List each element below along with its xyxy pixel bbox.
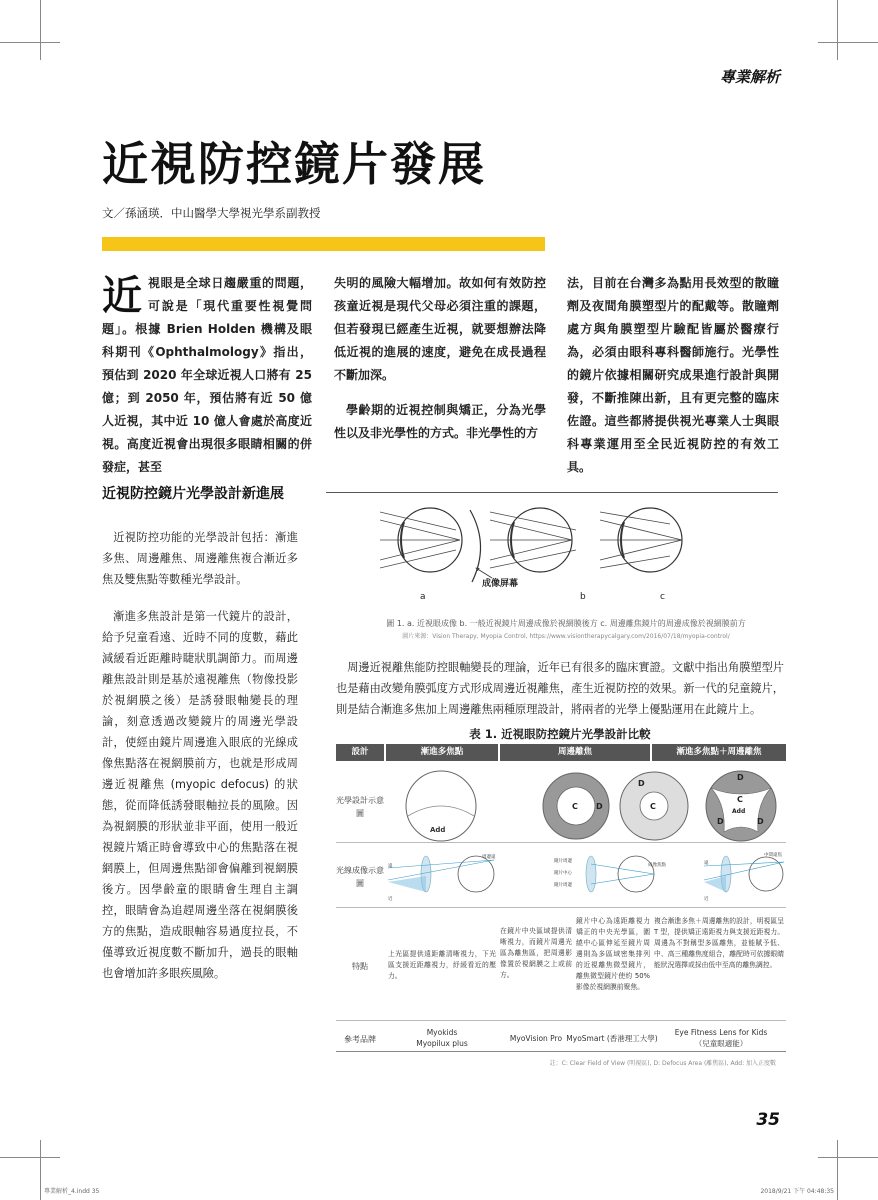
intro-column-3 <box>567 272 779 479</box>
table-divider-1 <box>336 842 786 843</box>
eye-diagram-c <box>600 508 682 572</box>
ray-diagram-combined <box>704 851 784 902</box>
table-caption: 表 1. 近視眼防控鏡片光學設計比較 <box>469 727 651 741</box>
figure-source: 圖片來源：Vision Therapy, Myopia Control, https://www.visiontherapycalgary.com/2016/07/18/myopia-control/ <box>402 633 730 640</box>
label-a: a <box>420 592 426 602</box>
svg-text:遠: 遠 <box>388 864 393 869</box>
row-label-design: 光學設計示意圖 <box>336 796 384 818</box>
svg-text:近: 近 <box>388 897 393 902</box>
feature-progressive: 上光區提供遠距離清晰視力，下光區支援近距離視力，紓緩看近的壓力。 <box>388 950 496 980</box>
table-divider-3 <box>336 1020 786 1021</box>
right-body-text: 周邊近視離焦能防控眼軸變長的理論，近年已有很多的臨床實證。文獻中指出角膜塑型片也是藉由改變角膜弧度方式形成周邊近視離焦，產生近視防控的效果。新一代的兒童鏡片，則是結合漸進多焦加上周邊離焦兩種原理設計，將兩者的光學上優點運用在此鏡片上。 <box>336 661 784 716</box>
svg-text:D: D <box>717 817 724 826</box>
section-heading: 近視防控鏡片光學設計新進展 <box>102 486 284 502</box>
svg-text:C: C <box>650 802 656 811</box>
page-number: 35 <box>756 1110 780 1130</box>
svg-text:Add: Add <box>732 808 746 815</box>
svg-text:C: C <box>572 802 578 811</box>
intro-column-1 <box>102 272 312 479</box>
svg-text:成像焦點: 成像焦點 <box>648 863 666 868</box>
left-paragraph-1: 近視防控功能的光學設計包括：漸進多焦、周邊離焦、周邊離焦複合漸近多焦及雙焦點等數種光學設計。 <box>102 531 298 586</box>
intro-column-2 <box>334 272 546 453</box>
table-header-progressive: 漸進多焦點 <box>386 744 498 761</box>
brand-myosmart: MyoSmart (香港理工大學) <box>566 1034 658 1043</box>
drop-cap: 近 <box>102 273 142 319</box>
feature-peripheral-2: 鏡片中心為遠距離視力矯正的中央光學區，圍繞中心區伸延至鏡片周邊則為多區域密集排列的近視離焦微型鏡片，離焦微型鏡片使約 50% 影像於視網膜前聚焦。 <box>576 917 650 991</box>
svg-text:近: 近 <box>704 897 709 902</box>
peripheral-defocus-diagram-2 <box>620 772 688 840</box>
section-tag: 專業解析 <box>719 68 780 86</box>
eye-diagram-b <box>490 508 576 572</box>
ray-diagram-peripheral <box>554 856 666 892</box>
svg-text:D: D <box>638 779 645 788</box>
screen-label: 成像屏幕 <box>482 579 519 589</box>
brand-eye-fitness: Eye Fitness Lens for Kids （兒童眼適能） <box>674 1028 768 1048</box>
table-divider-2 <box>336 907 786 908</box>
intro-text-3: 法，目前在台灣多為點用長效型的散瞳劑及夜間角膜塑型片的配戴等。散瞳劑處方與角膜塑型片驗配皆屬於醫療行為，必須由眼科專科醫師施行。光學性的鏡片依據相關研究成果進行設計與開發，不斷推陳出新，且有更完整的臨床佐證。這些都將提供視光專業人士與眼科專業運用至全民近視防控的有效工具。 <box>567 276 779 474</box>
brand-progressive: Myokids Myopilux plus <box>416 1028 468 1048</box>
ray-diagram-progressive <box>388 853 496 902</box>
left-column <box>102 527 298 1000</box>
left-paragraph-2: 漸進多焦設計是第一代鏡片的設計，給予兒童看遠、近時不同的度數，藉此減緩看近距離時睫狀肌調節力。而周邊離焦設計則是基於遠視離焦（物像投影於視網膜之後）是誘發眼軸變長的理論，刻意透過改變鏡片的周邊光學設計，使經由鏡片周邊進入眼底的光線成像焦點落在視網膜前方，也就是形成周邊近視離焦 (myopic defocus) 的狀態，從而降低誘發眼軸拉長的風險。因為視網膜的形狀並非平面，使用一般近視鏡片矯正時會導致中心的焦點落在視網膜上，但周邊焦點卻會偏離到視網膜後方。因學齡童的眼睛會生理自主調控，眼睛會為追趕周邊坐落在視網膜後方的焦點，造成眼軸容易過度拉長，不僅導致近視度數不斷加升，過長的眼軸也會增加許多眼疾風險。 <box>102 610 298 980</box>
svg-text:D: D <box>596 802 603 811</box>
svg-text:鏡片周邊: 鏡片周邊 <box>554 859 572 864</box>
intro-text-2b: 學齡期的近視控制與矯正，分為光學性以及非光學性的方式。非光學性的方 <box>334 403 546 440</box>
row-label-ray: 光線成像示意圖 <box>336 866 384 888</box>
svg-text:D: D <box>757 817 764 826</box>
brand-myovision: MyoVision Pro <box>509 1034 563 1043</box>
combined-lens-diagram <box>706 771 776 841</box>
svg-text:C: C <box>737 795 743 804</box>
table-header-peripheral: 周邊離焦 <box>500 744 650 761</box>
ray-diagrams <box>386 846 786 906</box>
intro-text-1: 視眼是全球日趨嚴重的問題，可說是「現代重要性視覺問題」。根據 Brien Holden 機構及眼科期刊《Ophthalmology》指出，預估到 2020 年全球近視人口將有 25 億；到 2050 年，預估將有近 50 億人近視，其中近 10 億人會處於高度近視。高度近視會出現很多眼睛相關的併發症，甚至 <box>102 276 312 474</box>
label-b: b <box>580 592 586 602</box>
svg-text:鏡片周邊: 鏡片周邊 <box>554 883 572 888</box>
table-note: 註：C: Clear Field of View (明視區), D: Defocus Area (離焦區), Add: 加入正度數 <box>549 1060 776 1067</box>
svg-text:Add: Add <box>430 826 446 834</box>
svg-text:中間遠焦: 中間遠焦 <box>764 853 782 858</box>
progressive-lens-diagram <box>406 771 476 841</box>
yellow-divider <box>102 237 545 251</box>
svg-text:鏡片中心: 鏡片中心 <box>554 871 572 876</box>
section-rule <box>326 492 778 493</box>
svg-text:周邊遠: 周邊遠 <box>482 855 496 860</box>
article-title: 近視防控鏡片發展 <box>102 137 486 191</box>
row-label-feature: 特點 <box>352 962 368 971</box>
label-c: c <box>660 592 665 602</box>
author-line: 文／孫涵瑛．中山醫學大學視光學系副教授 <box>102 206 321 220</box>
eye-diagram-a <box>380 508 481 582</box>
lens-design-diagrams <box>386 766 786 846</box>
figure-caption: 圖 1. a. 近視眼成像 b. 一般近視鏡片周邊成像於視網膜後方 c. 周邊離焦鏡片的周邊成像於視網膜前方 <box>386 619 746 628</box>
footer-file: 專業解析_4.indd 35 <box>44 1188 100 1195</box>
table-header-combined: 漸進多焦點＋周邊離焦 <box>652 744 786 761</box>
feature-combined: 複合漸進多焦＋周邊離焦的設計，明視區呈 T 型，提供矯正遠距視力與支援近距視力。周邊為不對稱型多區離焦，並能賦予低、中、高三種離焦度組合，離配時可依據眼睛能狀況選擇或採由低中至高的離焦調控。 <box>654 917 784 969</box>
peripheral-defocus-diagram-1 <box>543 773 609 839</box>
table-bottom-rule <box>336 1051 786 1052</box>
row-label-brand: 參考品牌 <box>344 1035 376 1044</box>
footer-timestamp: 2018/9/21 下午 04:48:35 <box>760 1188 834 1195</box>
eye-figure <box>380 500 700 610</box>
svg-text:D: D <box>737 773 744 782</box>
svg-text:遠: 遠 <box>704 861 709 866</box>
feature-peripheral-1: 在鏡片中央區域提供清晰視力，而鏡片周邊光區為離焦區，把周邊影像置於視網膜之上或前方。 <box>500 927 572 979</box>
intro-text-2a: 失明的風險大幅增加。故如何有效防控孩童近視是現代父母必須注重的課題，但若發現已經產生近視，就要想辦法降低近視的進展的速度，避免在成長過程不斷加深。 <box>334 276 546 382</box>
table-header-design: 設計 <box>336 744 384 761</box>
